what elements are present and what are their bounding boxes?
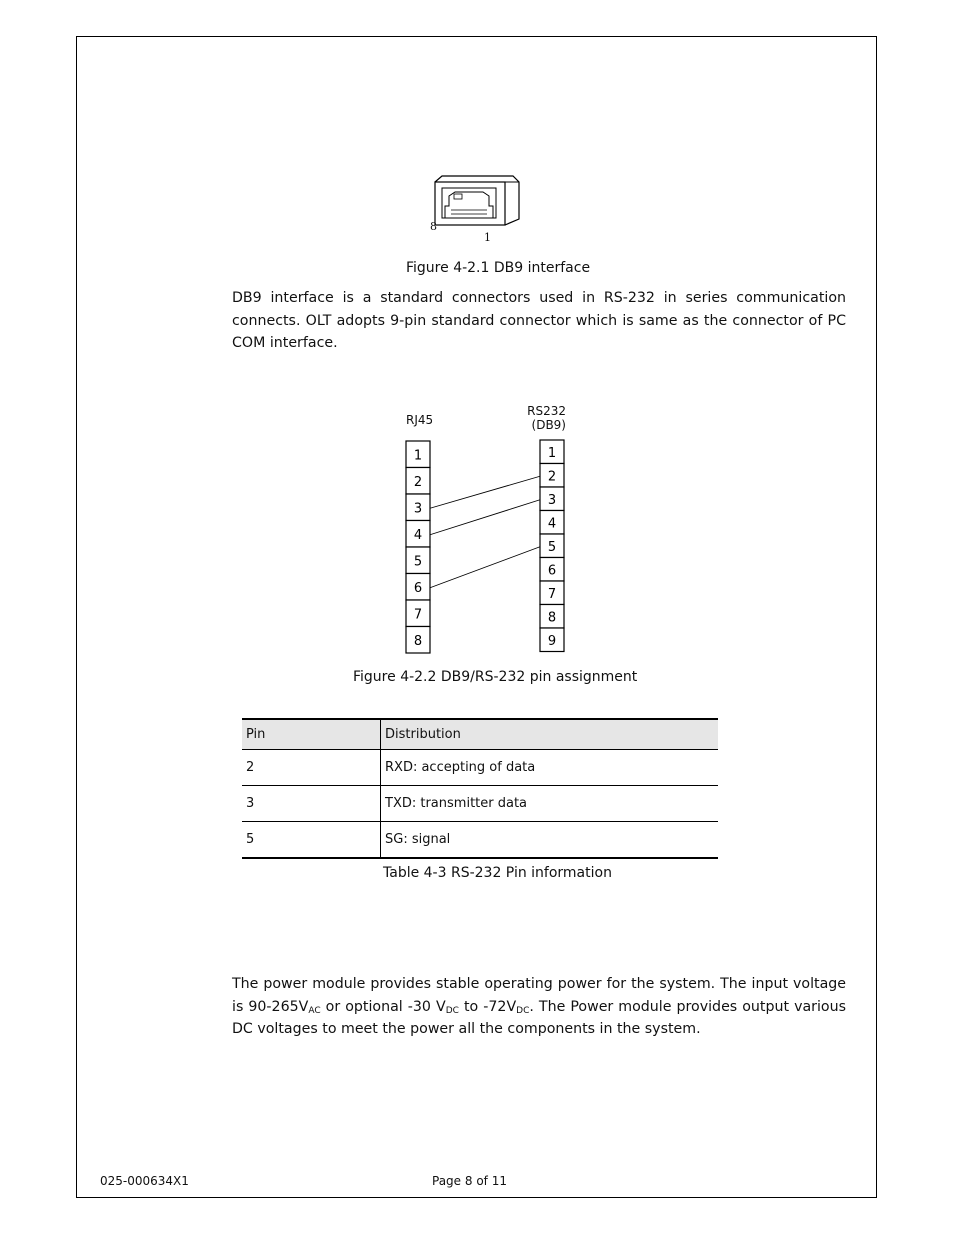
- db9-pin-number: 2: [547, 469, 557, 485]
- rj45-label: RJ45: [406, 413, 434, 427]
- db9-pin-number: 7: [547, 586, 557, 602]
- db9-pin-number: 1: [547, 445, 557, 461]
- connector-pin-label-8: 8: [430, 220, 437, 233]
- table-cell-distribution: TXD: transmitter data: [381, 786, 719, 822]
- rj45-pin-number: 8: [413, 633, 423, 649]
- power-sub-ac: AC: [308, 1005, 321, 1016]
- power-text-1: The power module provides stable operating power for the system. The input voltage is 90-265V: [232, 976, 846, 1015]
- rs232-label: [524, 404, 566, 432]
- table-header-distribution: Distribution: [381, 719, 719, 750]
- rj45-pin-number: 2: [413, 474, 423, 490]
- db9-pin-number: 5: [547, 539, 557, 555]
- table-cell-pin: 5: [242, 822, 381, 859]
- rs232-pin-table: [242, 718, 718, 859]
- db9-pin-number: 3: [547, 492, 557, 508]
- power-sub-dc-2: DC: [516, 1005, 530, 1016]
- rj45-pin-number: 3: [413, 501, 423, 517]
- table-cell-distribution: SG: signal: [381, 822, 719, 859]
- rs232-label-line2: (DB9): [531, 418, 566, 432]
- pin-connection-line: [430, 476, 540, 508]
- power-text-4: . The Power module provides output various DC voltages to meet the power all the components in the system.: [232, 998, 846, 1037]
- db9-pin-number: 4: [547, 516, 557, 532]
- footer-doc-id: 025-000634X1: [100, 1174, 189, 1188]
- pin-assignment-diagram: [400, 435, 575, 657]
- table-cell-distribution: RXD: accepting of data: [381, 750, 719, 786]
- db9-connector-drawing: [420, 170, 530, 250]
- rj45-pin-number: 6: [413, 580, 423, 596]
- pin-connection-line: [430, 500, 540, 535]
- table-cell-pin: 2: [242, 750, 381, 786]
- power-text-3: to -72V: [458, 998, 517, 1015]
- power-sub-dc-1: DC: [445, 1005, 459, 1016]
- rj45-pin-number: 5: [413, 554, 423, 570]
- power-module-paragraph: [232, 973, 846, 1041]
- table-row: [242, 786, 718, 822]
- table-cell-pin: 3: [242, 786, 381, 822]
- table-header-pin: Pin: [242, 719, 381, 750]
- pin-connection-line: [430, 547, 540, 588]
- table-header-row: [242, 719, 718, 750]
- rj45-pin-number: 1: [413, 448, 423, 464]
- table-row: [242, 750, 718, 786]
- db9-pin-number: 8: [547, 610, 557, 626]
- db9-pin-number: 6: [547, 563, 557, 579]
- rs232-label-line1: RS232: [527, 404, 566, 418]
- figure1-caption: Figure 4-2.1 DB9 interface: [406, 260, 591, 276]
- db9-pin-number: 9: [547, 633, 557, 649]
- table-row: [242, 822, 718, 859]
- power-text-2: or optional -30 V: [320, 998, 446, 1015]
- rj45-pin-number: 4: [413, 527, 423, 543]
- table-caption: Table 4-3 RS-232 Pin information: [383, 865, 612, 881]
- footer-page-number: Page 8 of 11: [432, 1174, 507, 1188]
- rj45-pin-number: 7: [413, 607, 423, 623]
- db9-description-paragraph: DB9 interface is a standard connectors used in RS-232 in series communication connects. OLT adopts 9-pin standard connector which is same as the connector of PC COM interface.: [232, 290, 846, 351]
- connector-pin-label-1: 1: [484, 231, 491, 244]
- figure2-caption: Figure 4-2.2 DB9/RS-232 pin assignment: [353, 669, 638, 685]
